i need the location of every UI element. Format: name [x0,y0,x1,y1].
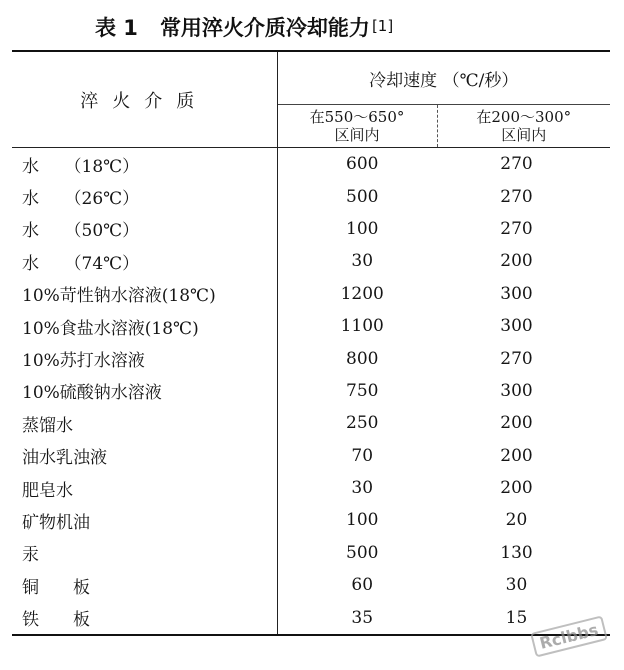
cooling-table [12,50,610,636]
row-speed-200-300: 200 [500,413,533,434]
row-speed-200-300: 300 [500,283,533,304]
watermark-stamp: Rclbbs [530,615,608,657]
row-speed-550-650: 100 [346,218,379,239]
row-speed-550-650: 60 [351,575,374,596]
header-range-high-line1: 在550～650° [309,108,405,126]
reference-mark: [1] [371,17,394,35]
table-row [12,504,610,536]
row-medium-name: 肥皂水 [12,472,277,504]
row-speed-550-650: 1200 [340,283,384,304]
header-range-low [437,105,610,148]
row-medium-name: 10%硫酸钠水溶液 [12,375,277,407]
row-speed-200-300: 300 [500,380,533,401]
row-speed-200-300: 200 [500,251,533,272]
row-speed-550-650: 30 [351,478,374,499]
row-speed-200-300: 300 [500,316,533,337]
row-speed-200-300: 270 [500,348,533,369]
table-row [12,310,610,342]
row-medium-name: 10%食盐水溶液(18℃) [12,310,277,342]
row-speed-200-300: 200 [500,478,533,499]
table-row [12,148,610,181]
header-cooling-speed: 冷却速度 （℃/秒） [277,51,610,105]
row-speed-550-650: 250 [346,413,379,434]
row-medium-name: 铁 板 [12,601,277,634]
header-range-high-line2: 区间内 [334,126,380,144]
table-row [12,245,610,277]
row-speed-550-650: 500 [346,186,379,207]
row-medium-name: 汞 [12,537,277,569]
table-body [12,148,610,635]
row-speed-550-650: 500 [346,542,379,563]
row-speed-200-300: 15 [437,601,610,634]
table-row [12,472,610,504]
table-row [12,180,610,212]
row-speed-550-650: 30 [351,251,374,272]
row-speed-200-300: 270 [500,186,533,207]
header-range-low-line1: 在200～300° [476,108,572,126]
row-medium-name: 水 （18℃） [12,148,277,181]
table-row [12,440,610,472]
header-range-high [277,105,437,148]
row-speed-550-650: 1100 [340,316,384,337]
row-medium-name: 10%苏打水溶液 [12,342,277,374]
table-row [12,569,610,601]
row-medium-name: 水 （50℃） [12,213,277,245]
table-row [12,278,610,310]
table-row [12,213,610,245]
row-medium-name: 水 （74℃） [12,245,277,277]
table-row [12,342,610,374]
row-speed-550-650: 750 [346,380,379,401]
table-caption [95,8,393,44]
table-row [12,407,610,439]
row-speed-200-300: 30 [505,575,528,596]
row-speed-550-650: 800 [346,348,379,369]
row-medium-name: 铜 板 [12,569,277,601]
row-speed-200-300: 130 [500,542,533,563]
row-medium-name: 水 （26℃） [12,180,277,212]
header-medium: 淬火介质 [12,51,277,148]
header-range-low-line2: 区间内 [501,126,547,144]
row-speed-200-300: 200 [500,445,533,466]
row-speed-200-300: 270 [500,218,533,239]
row-speed-550-650: 600 [346,154,379,175]
row-speed-200-300: 20 [505,510,528,531]
table-row [12,537,610,569]
table-row [12,601,610,634]
table-number: 表 1 [95,16,138,40]
row-speed-550-650: 70 [351,445,374,466]
row-medium-name: 蒸馏水 [12,407,277,439]
row-speed-550-650: 100 [346,510,379,531]
row-speed-550-650: 35 [277,601,437,634]
row-medium-name: 油水乳浊液 [12,440,277,472]
table-title: 常用淬火介质冷却能力 [159,16,370,40]
row-medium-name: 10%苛性钠水溶液(18℃) [12,278,277,310]
row-medium-name: 矿物机油 [12,504,277,536]
table-row [12,375,610,407]
row-speed-200-300: 270 [500,154,533,175]
